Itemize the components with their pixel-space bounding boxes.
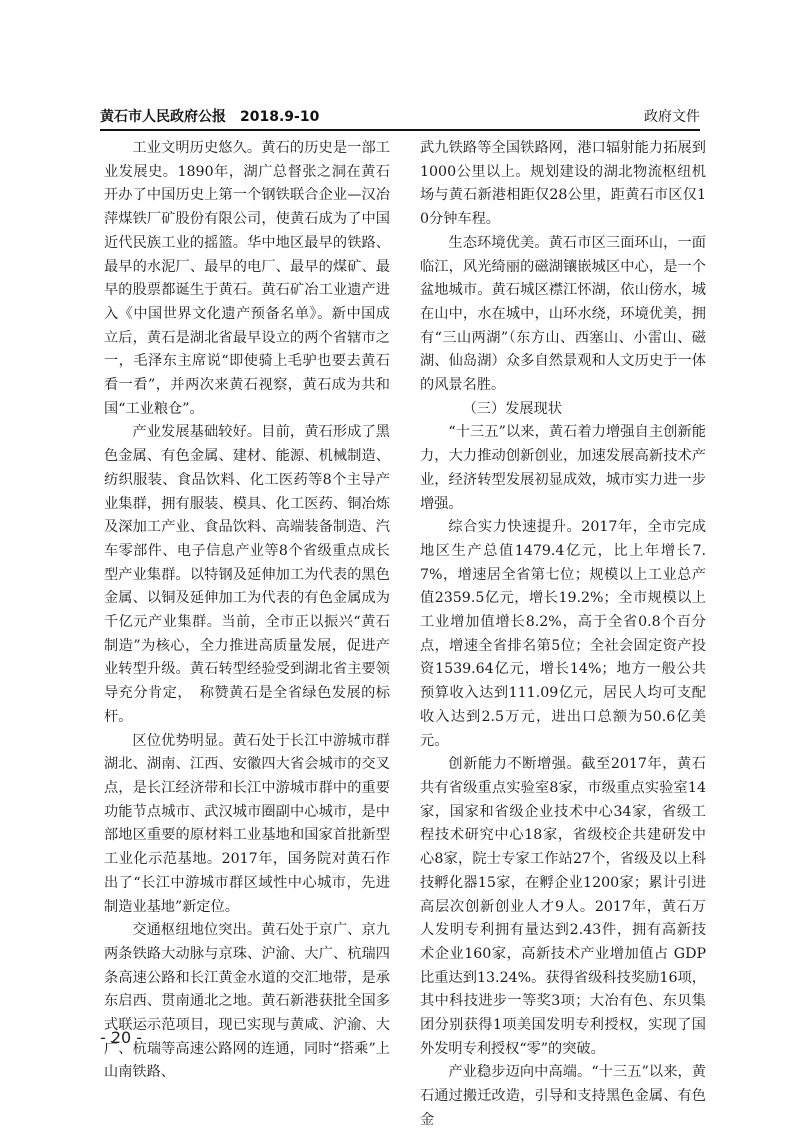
paragraph-location-advantage: 区位优势明显。黄石处于长江中游城市群湖北、湖南、江西、安徽四大省会城市的交叉点，是长江经济带和长江中游城市群中的重要功能节点城市、武汉城市圈副中心城市，是中部地区重要的原材料工业基地和国家首批新型工业化示范基地。2017年，国务院对黄石作出了“长江中游城市群区域性中心城市，先进制造业基地”新定位。: [104, 732, 390, 915]
running-header: [100, 104, 700, 128]
page-number: - 20 -: [100, 1028, 143, 1047]
paragraph-industry-upgrade: 产业稳步迈向中高端。“十三五”以来，黄石通过搬迁改造，引导和支持黑色金属、有色金: [420, 1064, 706, 1128]
section-heading-current-status: （三）发展现状: [462, 400, 562, 417]
paragraph-transport-hub: 交通枢纽地位突出。黄石处于京广、京九两条铁路大动脉与京珠、沪渝、大广、杭瑞四条高速公路和长江黄金水道的交汇地带，是承东启西、贯南通北之地。黄石新港获批全国多式联运示范项目，现已实现与黄咸、沪渝、大广、杭瑞等高速公路网的连通，同时“搭乘”上山南铁路、: [104, 922, 390, 1081]
paragraph-industrial-history: 工业文明历史悠久。黄石的历史是一部工业发展史。1890年，湖广总督张之洞在黄石开办了中国历史上第一个钢铁联合企业—汉冶萍煤铁厂矿股份有限公司，使黄石成为了中国近代民族工业的摇篮。华中地区最早的铁路、最早的水泥厂、最早的电厂、最早的煤矿、最早的股票都诞生于黄石。黄石矿冶工业遗产进入《中国世界文化遗产预备名单》。新中国成立后，黄石是湖北省最早设立的两个省辖市之一，毛泽东主席说“即使骑上毛驴也要去黄石看一看”，并两次来黄石视察，黄石成为共和国“工业粮仓”。: [104, 140, 390, 417]
paragraph-economic-strength: 综合实力快速提升。2017年，全市完成地区生产总值1479.4亿元，比上年增长7.7%，增速居全省第七位；规模以上工业总产值2359.5亿元，增长19.2%；全市规模以上工业增加值增长8.2%，高于全省0.8个百分点，增速全省排名第5位；全社会固定资产投资1539.64亿元，增长14%；地方一般公共预算收入达到111.09亿元，居民人均可支配收入达到2.5万元，进出口总额为50.6亿美元。: [420, 519, 706, 749]
paragraph-innovation: 创新能力不断增强。截至2017年，黄石共有省级重点实验室8家，市级重点实验室14家，国家和省级企业技术中心34家，省级工程技术研究中心18家，省级校企共建研发中心8家，院士专家工作站27个，省级及以上科技孵化器15家，在孵企业1200家；累计引进高层次创新创业人才9人。2017年，黄石万人发明专利拥有量达到2.43件，拥有高新技术企业160家，高新技术产业增加值占 GDP 比重达到13.24%。获得省级科技奖励16项，其中科技进步一等奖3项；大冶有色、东贝集团分别获得1项美国发明专利授权，实现了国外发明专利授权“零”的突破。: [420, 756, 706, 1057]
paragraph-industry-base: 产业发展基础较好。目前，黄石形成了黑色金属、有色金属、建材、能源、机械制造、纺织服装、食品饮料、化工医药等8个主导产业集群，拥有服装、模具、化工医药、铜冶炼及深加工产业、食品饮料、高端装备制造、汽车零部件、电子信息产业等8个省级重点成长型产业集群。以特钢及延伸加工为代表的黑色金属、以铜及延伸加工为代表的有色金属成为千亿元产业集群。当前，全市正以振兴“黄石制造”为核心，全力推进高质量发展，促进产业转型升级。黄石转型经验受到湖北省主要领导充分肯定， 称赞黄石是全省绿色发展的标杆。: [104, 424, 390, 725]
left-column: [104, 137, 390, 1085]
right-column: [420, 137, 706, 1133]
paragraph-transport-hub-continued: 武九铁路等全国铁路网，港口辐射能力拓展到1000公里以上。规划建设的湖北物流枢纽机场与黄石新港相距仅28公里，距黄石市区仅10分钟车程。: [420, 140, 706, 228]
paragraph-ecology: 生态环境优美。黄石市区三面环山，一面临江，风光绮丽的磁湖镶嵌城区中心，是一个盆地城市。黄石城区襟江怀湖，依山傍水，城在山中，水在城中，山环水绕，环境优美，拥有“三山两湖”（东方山、西塞山、小雷山、磁湖、仙岛湖）众多自然景观和人文历史于一体的风景名胜。: [420, 234, 706, 394]
section-label: 政府文件: [644, 109, 700, 125]
bulletin-title: 黄石市人民政府公报 2018.9-10: [100, 109, 320, 125]
header-divider: [100, 129, 700, 131]
paragraph-thirteenth-five-year: “十三五”以来，黄石着力增强自主创新能力，大力推动创新创业，加速发展高新技术产业，经济转型发展初显成效，城市实力进一步增强。: [420, 424, 706, 512]
